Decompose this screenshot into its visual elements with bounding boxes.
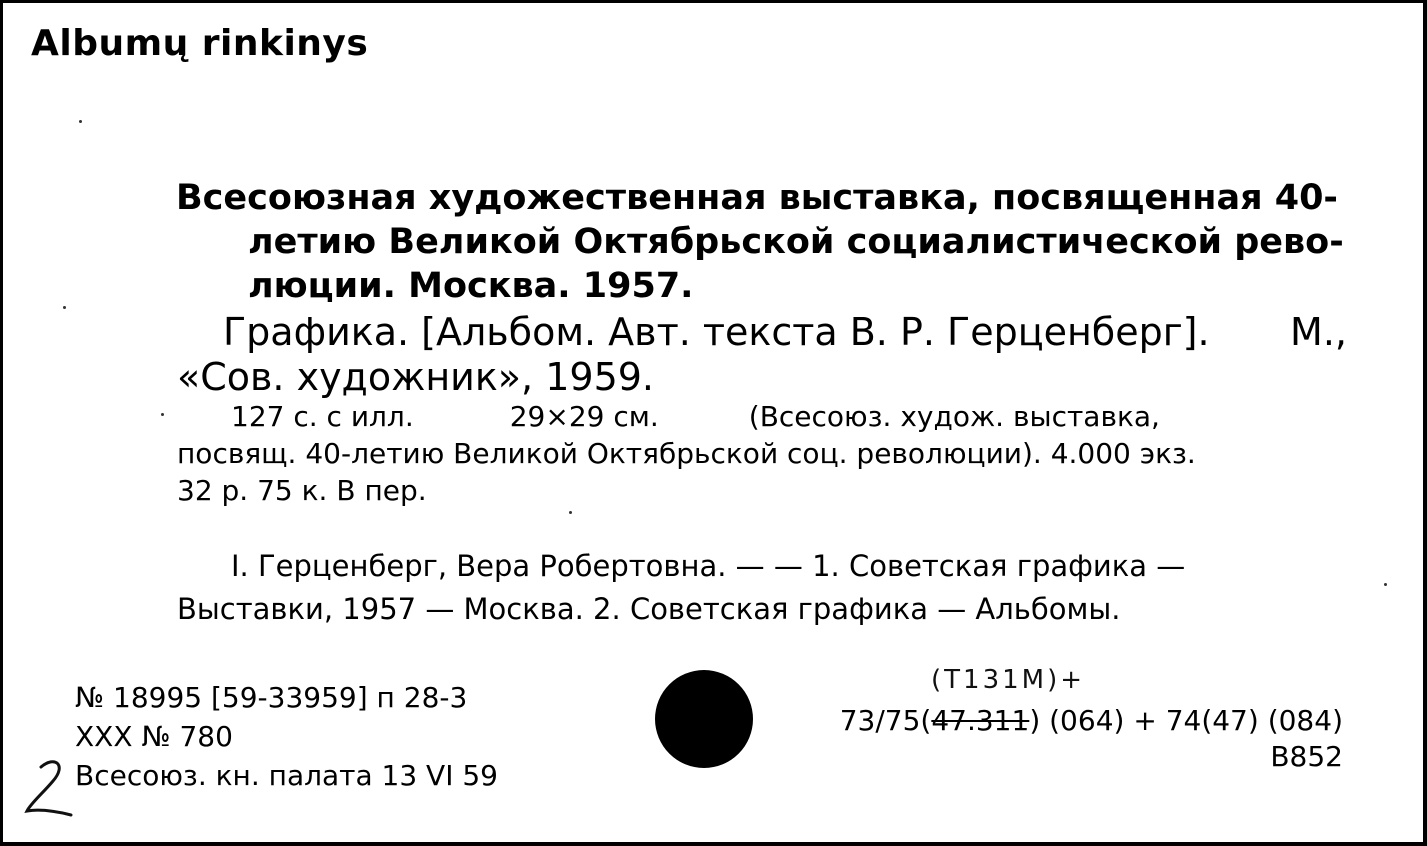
- paper-speck: [1384, 583, 1387, 586]
- collection-stamp: Albumų rinkinys: [31, 23, 369, 64]
- subjects-line-1: I. Герценберг, Вера Робертовна. — — 1. Советская графика —: [231, 549, 1186, 583]
- paper-speck: [63, 306, 66, 309]
- title-line-2: летию Великой Октябрьской социалистической рево-: [248, 222, 1344, 262]
- order-number: XXX № 780: [75, 720, 233, 753]
- paper-speck: [79, 120, 82, 123]
- dimensions: 29×29 см.: [509, 400, 659, 433]
- paper-speck: [161, 413, 164, 416]
- punch-hole: [655, 670, 753, 768]
- registration-number: № 18995 [59-33959] п 28-3: [75, 681, 468, 714]
- title-line-1: Всесоюзная художественная выставка, посвященная 40-: [176, 178, 1338, 218]
- author-mark: В852: [1270, 740, 1343, 773]
- publication-place: М.,: [1290, 310, 1347, 354]
- handwritten-two-mark: [21, 755, 83, 821]
- subjects-line-2: Выставки, 1957 — Москва. 2. Советская графика — Альбомы.: [177, 592, 1121, 626]
- paper-speck: [569, 511, 572, 514]
- subtitle-line-2: «Сов. художник», 1959.: [177, 355, 655, 399]
- registration-info: [75, 678, 498, 795]
- physical-line-2: посвящ. 40-летию Великой Октябрьской соц. революции). 4.000 экз.: [177, 437, 1196, 470]
- page-count: 127 с. с илл.: [231, 400, 414, 433]
- subtitle-line-1: [177, 310, 1347, 355]
- classification-suffix: ) (064) + 74(47) (084): [1029, 704, 1343, 737]
- title-line-3: люции. Москва. 1957.: [248, 266, 694, 306]
- classification-line-1: [809, 703, 1343, 739]
- entry-subtitle: [177, 310, 1347, 400]
- classification-index: [809, 703, 1343, 775]
- physical-line-3: 32 р. 75 к. В пер.: [177, 474, 427, 507]
- classification-prefix: 73/75(: [839, 704, 932, 737]
- physical-description: [177, 398, 1342, 509]
- chamber-stamp: Всесоюз. кн. палата 13 VI 59: [75, 759, 498, 792]
- entry-title: [177, 176, 1347, 308]
- subtitle-line-1-text: Графика. [Альбом. Авт. текста В. Р. Герценберг].: [223, 310, 1210, 354]
- struck-classification: 47.311: [931, 704, 1030, 737]
- subject-headings: [177, 545, 1342, 631]
- handwritten-code: (Т131М)+: [931, 665, 1086, 695]
- series-start: (Всесоюз. худож. выставка,: [748, 400, 1160, 433]
- physical-line-1: [177, 398, 1342, 435]
